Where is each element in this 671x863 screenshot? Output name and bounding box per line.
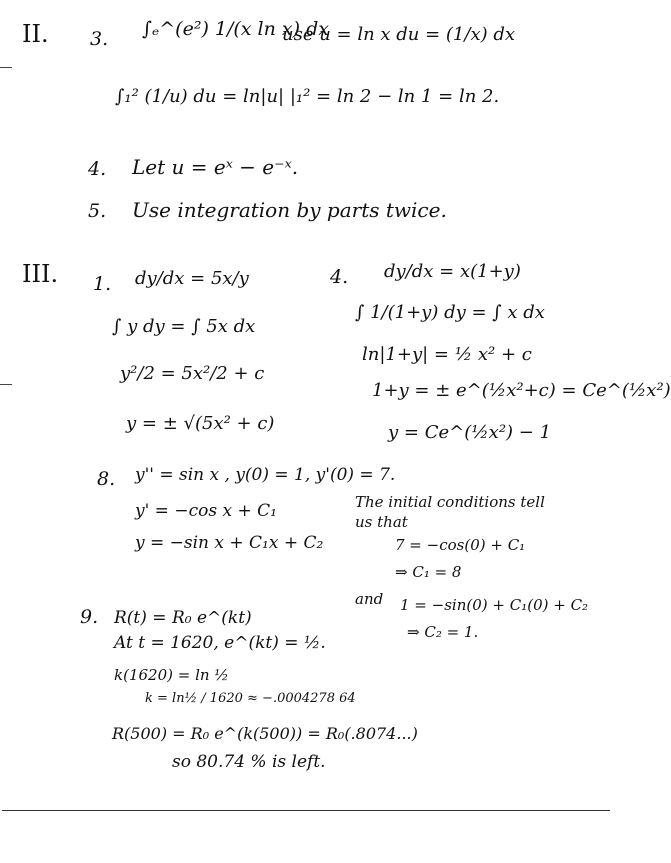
- problem-4-text: Let u = eˣ − e⁻ˣ.: [132, 155, 299, 179]
- problem-4b-line-5: y = Ce^(½x²) − 1: [388, 422, 552, 443]
- problem-4b-number: 4.: [330, 266, 349, 288]
- problem-8-note-3: 7 = −cos(0) + C₁: [395, 536, 526, 554]
- section-2-label: II.: [22, 20, 49, 48]
- section-3-label: III.: [22, 260, 59, 288]
- problem-8-note-5a: and: [355, 590, 384, 608]
- problem-1-line-2: ∫ y dy = ∫ 5x dx: [112, 316, 256, 337]
- problem-4b-line-1: dy/dx = x(1+y): [384, 261, 521, 282]
- problem-3-integral: ∫ₑ^(e²) 1/(x ln x) dx: [142, 18, 329, 40]
- problem-9-line-3: k(1620) = ln ½: [114, 666, 229, 684]
- problem-9-number: 9.: [80, 606, 99, 628]
- problem-9-line-2: At t = 1620, e^(kt) = ½.: [114, 633, 326, 653]
- problem-3-substitution: use u = ln x du = (1/x) dx: [282, 24, 516, 45]
- margin-mark: [0, 67, 12, 68]
- problem-8-number: 8.: [97, 468, 116, 490]
- margin-mark: [0, 384, 12, 385]
- problem-1-line-1: dy/dx = 5x/y: [135, 268, 249, 289]
- problem-1-line-3: y²/2 = 5x²/2 + c: [120, 363, 265, 384]
- problem-4b-line-2: ∫ 1/(1+y) dy = ∫ x dx: [355, 302, 545, 323]
- problem-4b-line-4: 1+y = ± e^(½x²+c) = Ce^(½x²): [372, 380, 671, 401]
- problem-5-number: 5.: [88, 200, 107, 222]
- problem-8-line-1: y'' = sin x , y(0) = 1, y'(0) = 7.: [135, 465, 396, 485]
- problem-3-number: 3.: [90, 28, 109, 50]
- problem-8-note-2: us that: [355, 513, 408, 531]
- problem-9-line-1: R(t) = R₀ e^(kt): [114, 608, 252, 628]
- problem-4-number: 4.: [88, 158, 107, 180]
- problem-4b-line-3: ln|1+y| = ½ x² + c: [362, 344, 532, 365]
- problem-8-note-6: ⇒ C₂ = 1.: [407, 623, 479, 641]
- problem-8-note-1: The initial conditions tell: [355, 493, 545, 511]
- problem-8-line-2: y' = −cos x + C₁: [135, 501, 277, 521]
- problem-8-note-4: ⇒ C₁ = 8: [395, 563, 462, 581]
- problem-8-note-5b: 1 = −sin(0) + C₁(0) + C₂: [400, 596, 589, 614]
- problem-5-text: Use integration by parts twice.: [132, 198, 447, 222]
- problem-8-line-3: y = −sin x + C₁x + C₂: [135, 533, 324, 553]
- problem-9-line-5: R(500) = R₀ e^(k(500)) = R₀(.8074...): [112, 724, 418, 743]
- problem-3-result: ∫₁² (1/u) du = ln|u| |₁² = ln 2 − ln 1 = ln 2.: [115, 86, 500, 107]
- problem-1-number: 1.: [93, 273, 112, 295]
- bottom-rule: [2, 810, 610, 811]
- problem-9-line-4: k = ln½ / 1620 ≈ −.0004278 64: [145, 691, 356, 706]
- problem-1-line-4: y = ± √(5x² + c): [126, 413, 275, 434]
- problem-9-line-6: so 80.74 % is left.: [172, 752, 326, 772]
